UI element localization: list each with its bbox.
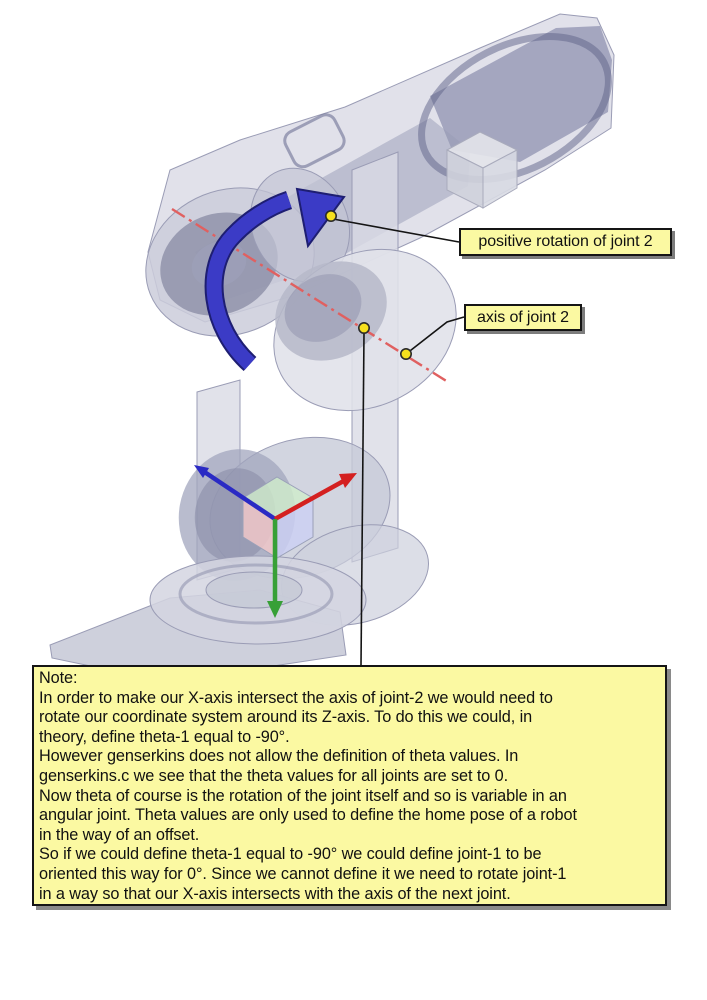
robot-arm [50, 7, 632, 668]
note-line: genserkins.c we see that the theta values for all joints are set to 0. [39, 766, 509, 785]
note-line: in the way of an offset. [39, 825, 200, 844]
note-line: So if we could define theta-1 equal to -90° we could define joint-1 to be [39, 845, 542, 864]
marker-dot-rotation [326, 211, 336, 221]
marker-dot-axis-b [401, 349, 411, 359]
callout-positive-rotation-label: positive rotation of joint 2 [478, 233, 653, 250]
note-line: Note: [39, 669, 78, 687]
callout-positive-rotation [459, 228, 672, 256]
callout-axis-of-joint2 [464, 304, 582, 331]
note-line: Now theta of course is the rotation of the joint itself and so is variable in an [39, 786, 567, 805]
marker-dot-axis-a [359, 323, 369, 333]
note-box [32, 665, 667, 906]
base-turntable-hub [206, 572, 302, 608]
note-line: theory, define theta-1 equal to -90°. [39, 727, 290, 746]
note-line: However genserkins does not allow the definition of theta values. In [39, 747, 519, 766]
note-line: in a way so that our X-axis intersects with the axis of the next joint. [39, 884, 511, 903]
note-line: In order to make our X-axis intersect the axis of joint-2 we would need to [39, 688, 553, 707]
note-line: angular joint. Theta values are only used to define the home pose of a robot [39, 806, 577, 825]
callout-axis-of-joint2-label: axis of joint 2 [477, 308, 569, 326]
note-line: rotate our coordinate system around its Z-axis. To do this we could, in [39, 708, 533, 727]
note-line: oriented this way for 0°. Since we cannot define it we need to rotate joint-1 [39, 864, 567, 883]
